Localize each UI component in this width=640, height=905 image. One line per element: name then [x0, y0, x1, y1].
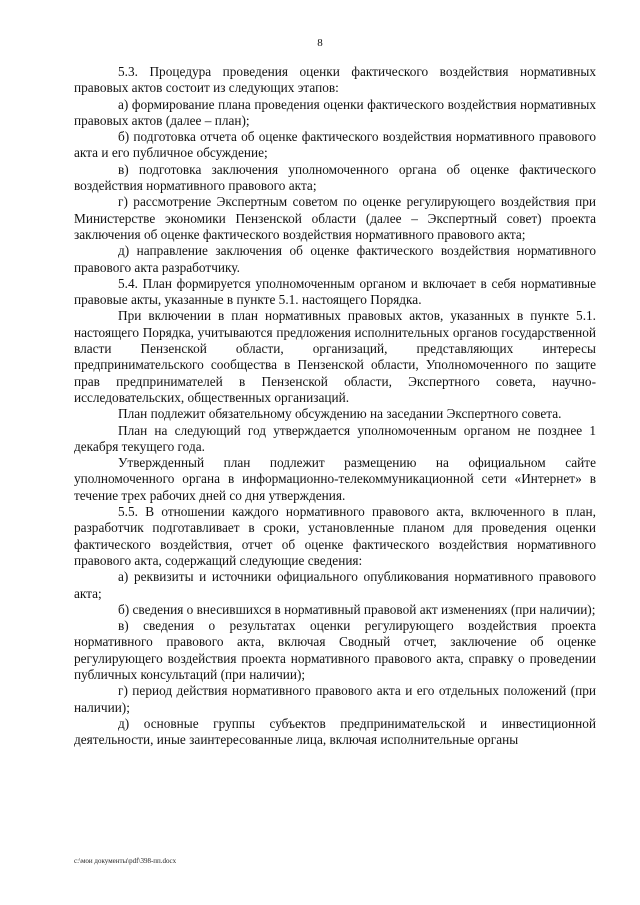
paragraph-plan-discussion: План подлежит обязательному обсуждению на заседании Экспертного совета.: [118, 406, 562, 422]
paragraph-5-3-b: б) подготовка отчета об оценке фактического воздействия нормативного правового акта и его публичное обсуждение;: [74, 129, 596, 161]
paragraph-5-5-b: б) сведения о внесившихся в нормативный правовой акт изменениях (при наличии);: [118, 601, 596, 617]
paragraph-plan-inclusion: При включении в план нормативных правовых актов, указанных в пункте 5.1. настоящего Порядка, учитываются предложения исполнительных органов государственной власти Пензенской области, организаций, представляющих интересы предпринимательского сообщества в Пензенской области, Уполномоченного по защите прав предпринимателей в Пензенской области, Экспертного совета, научно-исследовательских, общественных организаций.: [74, 308, 596, 405]
paragraph-5-3-d: д) направление заключения об оценке фактического воздействия нормативного правового акта разработчику.: [74, 243, 596, 275]
paragraph-plan-approval: План на следующий год утверждается уполномоченным органом не позднее 1 декабря текущего года.: [74, 422, 596, 454]
paragraph-5-5-d: д) основные группы субъектов предпринимательской и инвестиционной деятельности, иные заинтересованные лица, включая исполнительные органы: [74, 715, 596, 748]
paragraph-5-5: 5.5. В отношении каждого нормативного правового акта, включенного в план, разработчик подготавливает в сроки, установленные планом для проведения оценки фактического воздействия, отчет об оценке фактического воздействия нормативного правового акта, содержащий следующие сведения:: [74, 504, 596, 568]
paragraph-plan-publication: Утвержденный план подлежит размещению на официальном сайте уполномоченного органа в информационно-телекоммуникационной сети «Интернет» в течение трех рабочих дней со дня утверждения.: [74, 455, 596, 503]
page-number: 8: [317, 37, 323, 49]
footer-file-path: c:\мои документы\pdf\398-пп.docx: [74, 857, 177, 865]
paragraph-5-5-g: г) период действия нормативного правового акта и его отдельных положений (при наличии);: [74, 683, 596, 715]
paragraph-5-3: 5.3. Процедура проведения оценки фактического воздействия нормативных правовых актов состоит из следующих этапов:: [74, 64, 596, 96]
paragraph-5-3-a: а) формирование плана проведения оценки фактического воздействия нормативных правовых актов (далее – план);: [74, 96, 596, 128]
paragraph-5-3-v: в) подготовка заключения уполномоченного органа об оценке фактического воздействия нормативного правового акта;: [74, 161, 596, 194]
paragraph-5-4: 5.4. План формируется уполномоченным органом и включает в себя нормативные правовые акты, указанные в пункте 5.1. настоящего Порядка.: [74, 275, 596, 308]
document-body: [74, 64, 596, 748]
paragraph-5-3-g: г) рассмотрение Экспертным советом по оценке регулирующего воздействия при Министерстве экономики Пензенской области (далее – Экспертный совет) проекта заключения об оценке фактического воздействия нормативного правового акта;: [74, 194, 596, 242]
paragraph-5-5-a: а) реквизиты и источники официального опубликования нормативного правового акта;: [74, 569, 596, 601]
paragraph-5-5-v: в) сведения о результатах оценки регулирующего воздействия проекта нормативного правового акта, включая Сводный отчет, заключение об оценке регулирующего воздействия проекта нормативного правового акта, справку о проведении публичных консультаций (при наличии);: [74, 618, 596, 682]
